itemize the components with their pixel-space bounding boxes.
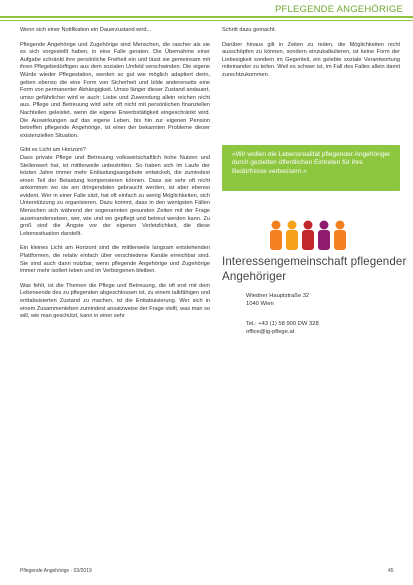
body-paragraph: Ein kleines Licht am Horizont sind die mittlerweile langsam entstehenden Plattformen, die relativ einfach über verschiedene Kanäle erreichbar sind. Sie sind auch dann nutzbar, wenn pflegende Angehörige und Zugehörige immer mehr isoliert leben und im Verborgenen bleiben. <box>20 245 210 275</box>
body-paragraph: Was fehlt, ist die Themen die Pflege und Betreuung, die oft erst mit dem Lebensende des zu pflegenden abgeschlossen ist, zu einem talkfähigen und enttabuisierten Zustand zu machen, ist die Enttabuisierung. Wer sich in einem Zusammenleben zumindest ansatzweise der Frage stellt, was man so will, wie man geschützt, kann in einer sehr <box>20 282 210 320</box>
body-paragraph: Dass private Pflege und Betreuung volkswirtschaftlich hohe Nutzen und Stellenwert hat, ist mittlerweile unbestritten. So haben sich im Laufe der letzten Jahre immer mehr Entlastungsangebote entwickelt, die zumindest einen Teil der Belastung kompensieren können. Dass sie sehr oft nicht ankommen wo sie am dringendsten gebraucht werden, ist aber ebenso evident. Wer in einer Falle sitzt, hat oft einfach zu wenig Möglichkeiten, sich Unterstützung zu organisieren. Dazu kommt, dass in den wenigsten Fällen Menschen sich während der sogenannten gesunden Zeiten mit der Frage auseinandersetzen, wer, wie und wo gepflegt und betreut werden kann. Zu groß sind die Ängste vor der eigenen Verletzlichkeit, die diese Lebenssituation darstellt. <box>20 154 210 237</box>
body-paragraph: Pflegende Angehörige und Zugehörige sind Menschen, die rascher als sie es sich vorgestellt haben, in eine Falle geraten. Die Übernahme einer Aufgabe schränkt ihre persönliche Freiheit ein und lässt sie gemeinsam mit ihren Pflegebedürftigen aus dem sozialen Umfeld verschwinden. Die eigene Würde wieder Pflegestation, werden so gut wie möglich adaptiert derin, geben ebenso die eine Form von Sicherheit und bilde andererseits eine Form von permanenter Abhängigkeit. Umso länger dieser Zustand andauert, umso gefährlicher wird er auch: Liebe und Zuwendung allein reichen nicht aus. Pflege und Betreuung wird sehr oft nicht mit persönlichen finanziellen Nachteilen geleistet, wenn die eigene Erwerbstätigkeit eingeschränkt wird. Die Auswirkungen auf das eigene Leben, bis hin zur eigenen Pension betreffen pflegende Angehörige, ist einer der bekannten Probleme dieser existenziellen Situation. <box>20 41 210 139</box>
address-city: 1040 Wien <box>246 301 274 307</box>
left-column <box>20 27 210 328</box>
right-column <box>222 27 400 87</box>
section-title: PFLEGENDE ANGEHÖRIGE <box>269 4 403 15</box>
body-paragraph: Darüber hinaus gilt in Zeiten zu reden, die Möglichkeiten nicht ausschöpfen zu können, sondern einzukalkulieren, ist keine Form der Liebesigkeit sondern im Gegenteil, ein gelebte soziale Verantwortung miteinander zu teilen. Weil es schwer ist, im Fall des Falles allein damit zurechtzukommen. <box>222 41 400 78</box>
body-paragraph: Schritt dazu gemacht. <box>222 27 277 33</box>
organization-name: Interessengemeinschaft pflegender Angehöriger <box>222 255 407 283</box>
organization-contact <box>246 320 319 336</box>
email-address[interactable]: office@ig-pflege.at <box>246 329 295 335</box>
pull-quote-text: »Wir wollen die Lebensrealität pflegender Angehöriger durch gezielten öffentlichen Eintreten für ihre Bedürfnisse verbessern.« <box>232 151 391 175</box>
header-rule <box>0 16 413 18</box>
phone-number: Tel.: +43 (1) 58 900 DW 328 <box>246 321 319 327</box>
people-figures-icon <box>270 221 346 251</box>
organization-address <box>246 292 309 308</box>
pull-quote-box <box>222 145 400 191</box>
page-number: 45 <box>388 568 394 574</box>
subheading: Gibt es Licht am Horizont? <box>20 147 86 154</box>
footer-publication: Pflegende Angehörige · 03/2019 <box>20 568 92 574</box>
organization-logo <box>268 218 352 252</box>
intro-paragraph: Wenn sich einer Notifikation ein Dauerzustand wird... <box>20 27 152 33</box>
address-street: Wiedner Hauptstraße 32 <box>246 293 310 299</box>
